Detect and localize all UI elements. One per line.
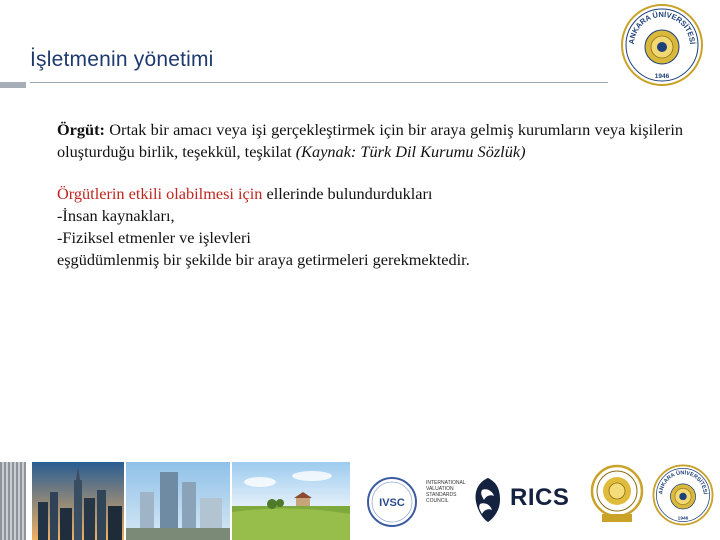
university-seal-logo — [620, 3, 704, 87]
slide-title: İşletmenin yönetimi — [30, 48, 214, 71]
rics-lion-icon — [470, 476, 506, 524]
list-item-physical-factors: -Fiziksel etmenler ve işlevleri — [57, 228, 251, 247]
left-accent-bar — [0, 82, 26, 88]
definition-term: Örgüt: — [57, 120, 105, 139]
rics-wordmark: RICS — [510, 484, 570, 511]
definition-paragraph — [57, 119, 683, 163]
university-seal-footer-logo — [652, 464, 714, 526]
tower-building-photo — [126, 462, 230, 540]
city-skyline-photo — [32, 462, 124, 540]
organizations-lead-rest: ellerinde bulundurdukları — [262, 184, 433, 203]
gold-seal-logo — [590, 464, 644, 524]
footer-stripe-pattern — [0, 462, 26, 540]
organizations-closing: eşgüdümlenmiş bir şekilde bir araya getirmeleri gerekmektedir. — [57, 250, 470, 269]
ivsc-logo — [366, 476, 418, 528]
seal-year: 1946 — [654, 73, 670, 80]
organizations-section — [57, 183, 683, 271]
footer-band — [0, 462, 720, 540]
definition-source: (Kaynak: Türk Dil Kurumu Sözlük) — [295, 142, 526, 161]
svg-text:ANKARA ÜNİVERSİTESİ: ANKARA ÜNİVERSİTESİ — [658, 470, 708, 495]
ivsc-full-name: INTERNATIONAL VALUATION STANDARDS COUNCIL — [426, 480, 466, 504]
definition-text: Ortak bir amacı veya işi gerçekleştirmek için bir araya gelmiş kurumların veya kişilerin oluşturduğu birlik, teşekkül, teşkilat — [57, 120, 683, 161]
seal-name-text: ANKARA ÜNİVERSİTESİ — [626, 9, 698, 45]
slide-body — [57, 119, 683, 271]
title-divider — [30, 82, 608, 83]
organizations-lead-red: Örgütlerin etkili olabilmesi için — [57, 184, 263, 203]
farmland-photo — [232, 462, 350, 540]
list-item-human-resources: -İnsan kaynakları, — [57, 206, 175, 225]
svg-text:1946: 1946 — [677, 516, 689, 522]
ivsc-abbreviation: IVSC — [379, 497, 405, 509]
